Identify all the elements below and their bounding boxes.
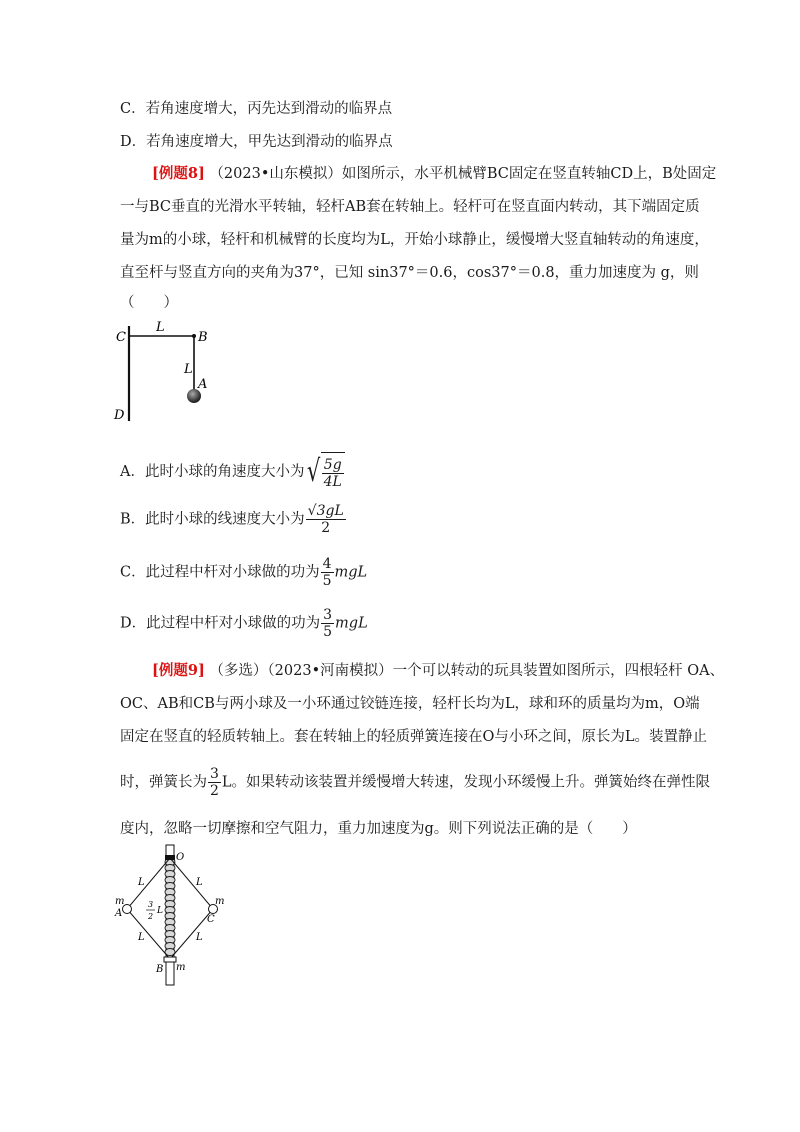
label-a: A (198, 377, 208, 392)
option-a-text: A．此时小球的角速度大小为 (120, 464, 305, 480)
example8-line1 (152, 162, 716, 183)
option-a-den: 4L (323, 474, 342, 490)
example9-text1: （多选）（2023•河南模拟）一个可以转动的玩具装置如图所示，四根轻杆 OA、 (209, 663, 725, 679)
spring (165, 859, 175, 956)
option-b (120, 503, 347, 536)
label-l1: L (156, 320, 165, 335)
label-mb: m (176, 962, 186, 973)
label-c: C (116, 330, 126, 345)
ring-b (164, 957, 176, 962)
example9-line4-post: L。如果转动该装置并缓慢增大转速，发现小环缓慢上升。弹簧始终在弹性限 (221, 774, 711, 791)
option-c-prev: C．若角速度增大，丙先达到滑动的临界点 (120, 101, 393, 117)
example9-line4-pre: 时，弹簧长为 (120, 774, 207, 791)
option-d-prev: D．若角速度增大，甲先达到滑动的临界点 (120, 134, 393, 150)
example8-line2: 一与BC垂直的光滑水平转轴，轻杆AB套在转轴上。轻杆可在竖直面内转动，其下端固定质 (120, 199, 700, 215)
option-b-text: B．此时小球的线速度大小为 (120, 511, 305, 528)
option-d (120, 607, 368, 640)
hinge-o (165, 855, 175, 860)
label-l-ab: L (138, 932, 145, 943)
option-a (120, 452, 345, 492)
spring-den: 2 (148, 912, 154, 921)
option-c-text: C．此过程中杆对小球做的功为 (120, 564, 320, 581)
spring-frac-num: 3 (210, 766, 219, 782)
spring-l: L (157, 906, 163, 916)
example9-tag: [例题9] (152, 662, 205, 679)
spring-num: 3 (148, 900, 154, 909)
label-l-oa: L (138, 877, 145, 888)
option-c-num: 4 (322, 556, 332, 572)
rod-oc (170, 858, 213, 909)
label-mc: m (215, 896, 225, 907)
option-a-num: 5g (323, 457, 342, 473)
option-b-den: 2 (321, 520, 331, 536)
pivot-b (192, 334, 196, 338)
option-d-num: 3 (323, 607, 333, 623)
example8-text1: （2023•山东模拟）如图所示，水平机械臂BC固定在竖直转轴CD上，B处固定 (209, 166, 717, 182)
example8-figure (110, 316, 220, 426)
option-c-den: 5 (322, 573, 332, 589)
label-o: O (176, 852, 185, 863)
example9-line3: 固定在竖直的轻质转轴上。套在转轴上的轻质弹簧连接在O与小环之间，原长为L。装置静止 (120, 729, 708, 745)
example9-line4 (120, 766, 710, 799)
label-l2: L (184, 362, 193, 377)
label-a: A (115, 908, 123, 919)
option-d-tail: mgL (335, 615, 368, 632)
example9-line5: 度内，忽略一切摩擦和空气阻力，重力加速度为g。则下列说法正确的是（ ） (120, 821, 637, 837)
label-ma: m (115, 896, 125, 907)
label-l-cb: L (196, 932, 203, 943)
sqrt-sign: √ $\frac{5g}{4L}$ (304, 452, 344, 492)
label-c: C (207, 914, 215, 925)
label-b: B (198, 330, 208, 345)
option-b-num: √3gL (307, 503, 344, 519)
example9-line2: OC、AB和CB与两小球及一小环通过铰链连接，轻杆长均为L，球和环的质量均为m，O端 (120, 696, 700, 712)
option-c-tail: mgL (334, 564, 368, 581)
label-b: B (156, 964, 164, 975)
example8-line4: 直至杆与竖直方向的夹角为37°，已知 sin37°＝0.6，cos37°＝0.8，重力加速度为 g，则 (120, 265, 699, 281)
example9-line1 (152, 659, 724, 680)
label-l-oc: L (196, 877, 203, 888)
spring-frac-den: 2 (210, 783, 219, 799)
example8-tag: [例题8] (152, 165, 205, 182)
example8-answer-blank: （ ） (120, 295, 178, 311)
option-d-den: 5 (323, 624, 333, 640)
example8-line3: 量为m的小球，轻杆和机械臂的长度均为L，开始小球静止，缓慢增大竖直轴转动的角速度， (120, 232, 709, 248)
option-c (120, 556, 367, 589)
example9-figure (110, 842, 230, 987)
option-d-text: D．此过程中杆对小球做的功为 (120, 615, 321, 632)
label-d: D (114, 408, 125, 423)
